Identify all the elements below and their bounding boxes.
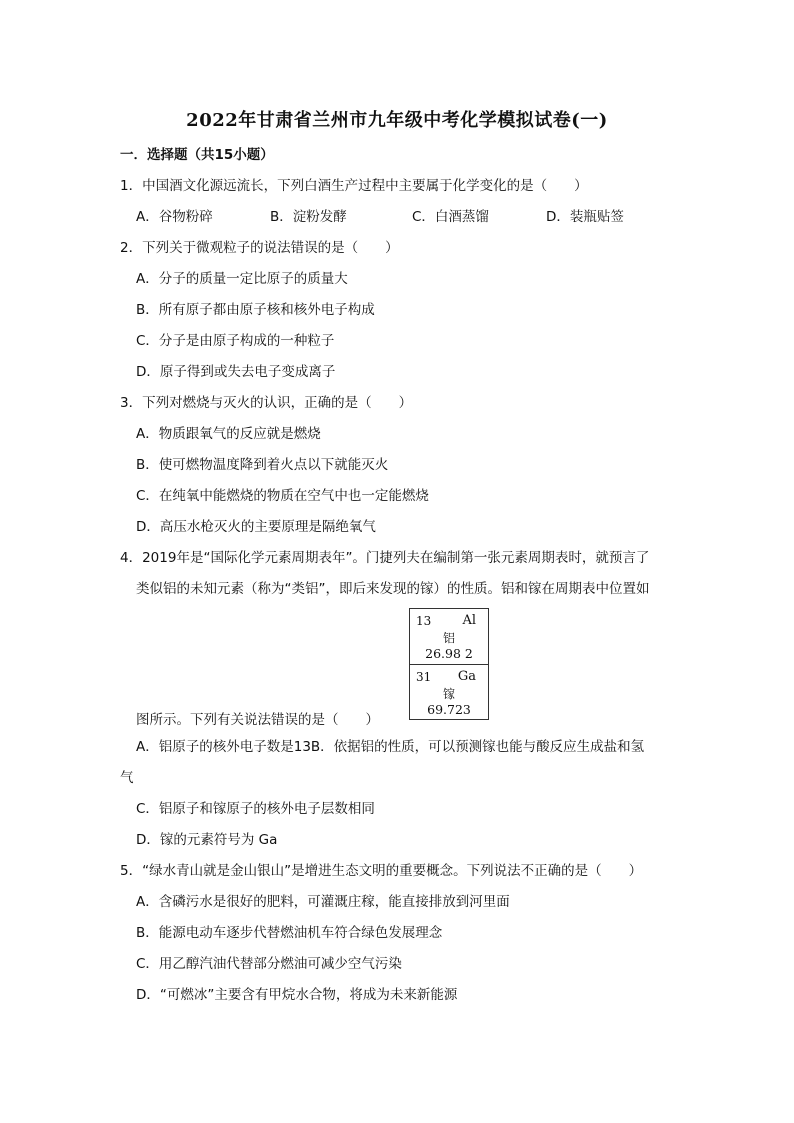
q2-option-a: A．分子的质量一定比原子的质量大 bbox=[136, 271, 348, 287]
q4-option-ab: A．铝原子的核外电子数是13B．依据铝的性质，可以预测镓也能与酸反应生成盐和氢 bbox=[136, 739, 645, 755]
q2-option-d: D．原子得到或失去电子变成离子 bbox=[136, 364, 336, 380]
q4-option-c: C．铝原子和镓原子的核外电子层数相同 bbox=[136, 801, 375, 817]
q5-option-b: B．能源电动车逐步代替燃油机车符合绿色发展理念 bbox=[136, 925, 443, 941]
atomic-mass: 26.98 2 bbox=[425, 646, 473, 661]
element-name: 镓 bbox=[442, 687, 455, 701]
element-symbol: Al bbox=[462, 613, 476, 628]
q5-option-d: D．“可燃冰”主要含有甲烷水合物，将成为未来新能源 bbox=[136, 987, 458, 1003]
q4-option-ab-continued: 气 bbox=[120, 770, 134, 786]
question-4-stem-line-1: 4．2019年是“国际化学元素周期表年”。门捷列夫在编制第一张元素周期表时，就预言了 bbox=[120, 550, 650, 566]
element-cell-aluminum bbox=[410, 609, 488, 665]
q5-option-a: A．含磷污水是很好的肥料，可灌溉庄稼，能直接排放到河里面 bbox=[136, 894, 510, 910]
q3-option-c: C．在纯氧中能燃烧的物质在空气中也一定能燃烧 bbox=[136, 488, 429, 504]
q3-option-a: A．物质跟氧气的反应就是燃烧 bbox=[136, 426, 321, 442]
element-symbol: Ga bbox=[457, 669, 476, 684]
q4-option-d: D．镓的元素符号为 Ga bbox=[136, 832, 278, 848]
q2-option-b: B．所有原子都由原子核和核外电子构成 bbox=[136, 302, 375, 318]
q3-option-d: D．高压水枪灭火的主要原理是隔绝氧气 bbox=[136, 519, 376, 535]
q3-option-b: B．使可燃物温度降到着火点以下就能灭火 bbox=[136, 457, 389, 473]
q5-option-c: C．用乙醇汽油代替部分燃油可减少空气污染 bbox=[136, 956, 402, 972]
question-2-stem: 2．下列关于微观粒子的说法错误的是（ ） bbox=[120, 240, 399, 256]
atomic-mass: 69.723 bbox=[427, 702, 471, 717]
q1-option-c: C．白酒蒸馏 bbox=[412, 209, 489, 225]
q1-option-b: B．淀粉发酵 bbox=[270, 209, 347, 225]
element-cell-gallium bbox=[410, 665, 488, 720]
q1-option-d: D．装瓶贴签 bbox=[546, 209, 624, 225]
element-name: 铝 bbox=[442, 631, 455, 645]
question-5-stem: 5．“绿水青山就是金山银山”是增进生态文明的重要概念。下列说法不正确的是（ ） bbox=[120, 863, 643, 879]
periodic-table-excerpt bbox=[409, 608, 489, 720]
exam-title: 2022年甘肃省兰州市九年级中考化学模拟试卷(一) bbox=[186, 110, 608, 131]
question-4-stem-line-2: 类似铝的未知元素（称为“类铝”，即后来发现的镓）的性质。铝和镓在周期表中位置如 bbox=[136, 581, 650, 597]
q2-option-c: C．分子是由原子构成的一种粒子 bbox=[136, 333, 335, 349]
question-3-stem: 3．下列对燃烧与灭火的认识，正确的是（ ） bbox=[120, 395, 413, 411]
question-1-options bbox=[0, 208, 794, 226]
atomic-number: 31 bbox=[416, 670, 432, 684]
section-heading: 一．选择题（共15小题） bbox=[120, 147, 274, 163]
atomic-number: 13 bbox=[416, 614, 432, 628]
question-4-stem-line-3: 图所示。下列有关说法错误的是（ ） bbox=[136, 712, 379, 728]
q1-option-a: A．谷物粉碎 bbox=[136, 209, 213, 225]
question-1-stem: 1．中国酒文化源远流长，下列白酒生产过程中主要属于化学变化的是（ ） bbox=[120, 178, 588, 194]
